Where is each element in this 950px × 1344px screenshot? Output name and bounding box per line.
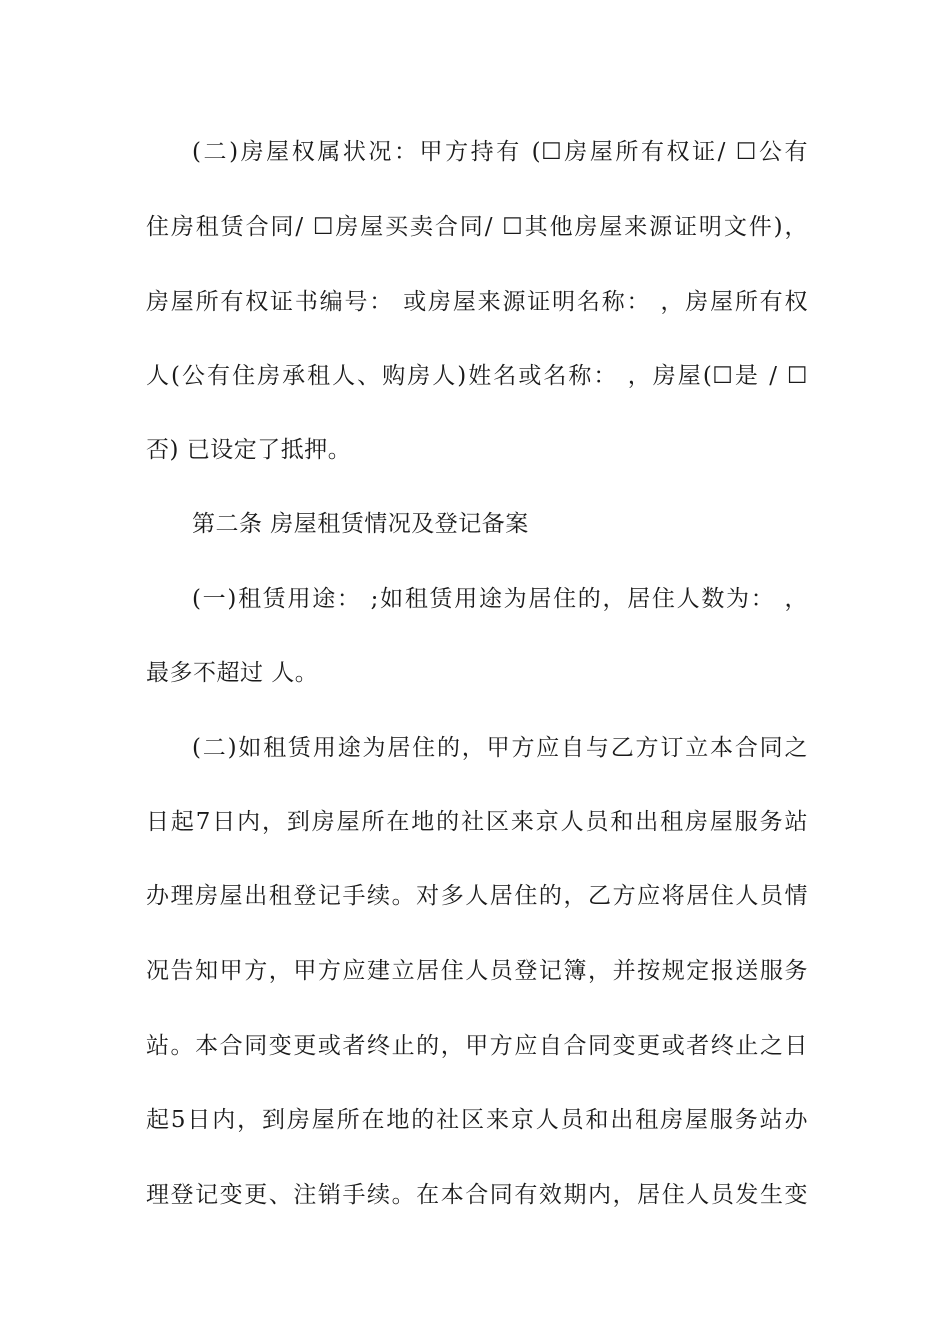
paragraph-line: (一)租赁用途： ;如租赁用途为居住的，居住人数为： ， — [192, 586, 808, 612]
paragraph-line: (二)如租赁用途为居住的，甲方应自与乙方订立本合同之 — [192, 735, 808, 761]
paragraph-line: 况告知甲方，甲方应建立居住人员登记簿，并按规定报送服务 — [146, 958, 808, 984]
paragraph-line: 住房租赁合同/ ☐房屋买卖合同/ ☐其他房屋来源证明文件)， — [146, 214, 808, 240]
paragraph-line: 起5日内，到房屋所在地的社区来京人员和出租房屋服务站办 — [146, 1107, 808, 1133]
paragraph-line: 人(公有住房承租人、购房人)姓名或名称： ，房屋(☐是 / ☐ — [146, 363, 808, 389]
paragraph-line: 否) 已设定了抵押。 — [146, 437, 352, 463]
paragraph-line: 日起7日内，到房屋所在地的社区来京人员和出租房屋服务站 — [146, 809, 808, 835]
article-heading: 第二条 房屋租赁情况及登记备案 — [192, 511, 529, 537]
paragraph-line: 站。本合同变更或者终止的，甲方应自合同变更或者终止之日 — [146, 1033, 808, 1059]
paragraph-line: 办理房屋出租登记手续。对多人居住的，乙方应将居住人员情 — [146, 883, 808, 909]
paragraph-line: (二)房屋权属状况：甲方持有 (☐房屋所有权证/ ☐公有 — [192, 139, 808, 165]
paragraph-line: 最多不超过 人。 — [146, 660, 319, 686]
paragraph-line: 理登记变更、注销手续。在本合同有效期内，居住人员发生变 — [146, 1182, 808, 1208]
paragraph-line: 房屋所有权证书编号： 或房屋来源证明名称： ，房屋所有权 — [146, 289, 808, 315]
